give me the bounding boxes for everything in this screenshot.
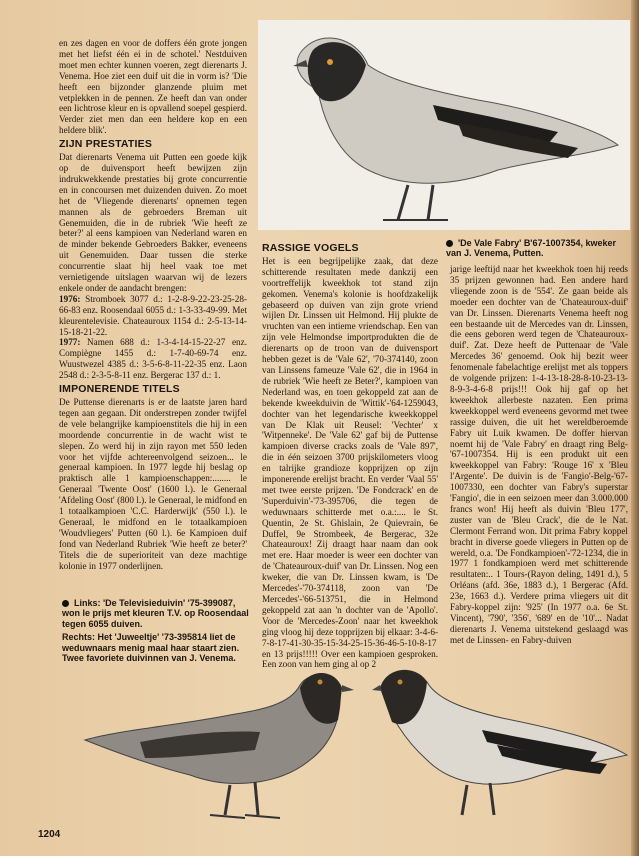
caption-links: Links: 'De Televisieduivin' '75-399087, won le prijs met kleuren T.V. op Roosendaal tegen 6055 duiven. xyxy=(62,598,249,629)
right-column xyxy=(450,264,628,646)
pigeon-photo-bottom-right xyxy=(372,650,630,830)
pigeon-illustration xyxy=(372,650,630,830)
year-label: 1977: xyxy=(59,337,81,348)
pigeon-photo-bottom-left xyxy=(80,650,355,830)
heading-rassige-vogels: RASSIGE VOGELS xyxy=(262,242,359,254)
prestaties-paragraph: Dat dierenarts Venema uit Putten een goede kijk op de duivensport heeft bewijzen zijn indrukwekkende prestaties bij grote concurrentie en in concoursen met duizenden duiven. Zo moet het de 'Vliegende dierenarts' opnemen tegen mannen als de gebroeders Breman uit Genemuiden, die in de rubriek 'Wie heeft ze beter?' al eens kampioen van Nederland waren en de minder bekende Gebroeders Bakker, eveneens uit Genemuiden. Daar tussen die sterke concurrentie slaat hij heel vaak toe met vernietigende uitslagen waarvan wij de lezers enkele onder de aandacht brengen: xyxy=(59,152,247,293)
pigeon-photo-top xyxy=(258,20,630,230)
photo-caption-right xyxy=(446,238,626,259)
heading-zijn-prestaties: ZIJN PRESTATIES xyxy=(59,138,153,151)
middle-column xyxy=(262,240,438,670)
page-number: 1204 xyxy=(38,829,61,840)
pigeon-illustration xyxy=(80,650,355,830)
results-1977: 1977: Namen 688 d.: 1-3-4-14-15-22-27 enz. Compiègne 1455 d.: 1-7-40-69-74 enz. Wuustwezel 4385 d.: 3-5-6-8-11-22-35 enz. Laon 2548 d.: 2-3-5-8-11 enz. Bergerac 137 d.: 1. xyxy=(59,337,247,381)
right-column-paragraph: jarige leeftijd naar het kweekhok toen hij reeds 35 prijzen gewonnen had. Een andere hard vliegende zoon is de '554'. Ze gaan beide als moeder een dochter van de 'Chateauroux-duif' van Dr. Linssen. Dierenarts Venema heeft nog een bestaande uit de Mercedes van dr. Linssen, die eens geboren werd tegen de 'Chateauroux-duif'. Zat. Deze heeft de Puttenaar de 'Vale Mercedes 36' genoemd. Ook hij bezit weer fenomenale fabelachtige erelijst met als toppers de volgende prijzen: 1-4-13-18-28-8-10-23-13-8-9-3-4-6-8 prijs!!! Ook hij gaf op het kweekhok allerbeste nazaten. Een prima kweekkoppel werd eveneens gevormd met twee rassige duiven, die uit het wereldberoemde Fabry uit Luik kwamen. De doffer hiervan noemt hij de 'Vale Fabry' en draagt ring Belg-'67-1007354. Hij is een produkt uit een kweekkoppel van Fabry: 'Rouge 16' x 'Bleu l'Argente'. De duivin is de 'Fangio'-Belg-'67-1007330, een dochter van Fabry's superstar 'Fangio', die in een seizoen meer dan 3.000.000 francs won! Hij heeft als duivin 'Bleu 177', zuster van de 'Bleu Crack', die de le Nat. Clermont Ferrand won. Dit prima Fabry koppel bracht in diverse goede vliegers in Putten op de wereld, o.a. 'De Fondkampioen'-'72-1234, die in 1977 1 fondkampioen werd met schitterende resultaten:.. 1 Tours-(Rayon deling, 1491 d.), 5 Orléans (afd. 36e, 1883 d.), 1 Bergerac (Afd. 23e, 1663 d.). Verdere prima vliegers uit dit Fabry-koppel zijn: '925' (In 1977 o.a. 6e St. Vincent), '790', '356', '689' en de '10'... Nadat dierenarts J. Venema uitstekend geslaagd was met de Linssen- en Fabry-duiven xyxy=(450,264,628,645)
pigeon-illustration xyxy=(258,20,630,230)
results-1976: 1976: Stromboek 3077 d.: 1-2-8-9-22-23-25-28-66-83 enz. Roosendaal 6055 d.: 1-3-33-49-99. Met kleurentelevisie. Chateauroux 1154 d.: 2-5-13-14-15-18-21-22. xyxy=(59,293,247,337)
bullet-icon xyxy=(446,240,453,247)
caption-vale-fabry: 'De Vale Fabry' B'67-1007354, kweker van J. Venema, Putten. xyxy=(446,238,617,259)
bullet-icon xyxy=(62,600,69,607)
heading-imponerende-titels: IMPONERENDE TITELS xyxy=(59,383,180,396)
rassige-vogels-paragraph: Het is een begrijpelijke zaak, dat deze schitterende resultaten mede dankzij een voortreffelijk kweekhok tot stand zijn gekomen. Venema's kolonie is hoofdzakelijk gebaseerd op duiven van zijn grote vriend wijlen Dr. Linssen uit Helmond. Hij plukte de vruchten van een intieme vriendschap. Een van zijn vele Helmondse importprodukten die de dierenarts op de troon van de duivensport hebben gezet is de 'Vale 62', '70-374140, zoon van Linssens fameuze 'Vale 62', die in 1964 in de rubriek 'Wie heeft ze Beter?', kampioen van Nederland was, en toen gekoppeld zat aan de bekende kweekduivin de 'Wittik'-'64-1259043, dochter van het legendarische kweekkoppel van De Klak uit Reusel: 'Vechter' x 'Witpenneke'. De 'Vale 62' gaf bij de Puttense kampioen diverse cracks zoals de 'Vale 897', die in één seizoen 3700 prijskilometers vloog en talrijke grandioze kopprijzen op zijn imponerende erelijst bracht. En verder 'Vaal 55' met twee eerste prijzen. 'De Fondcrack' en de 'Superduivin'-'73-395706, die tegen de weduwnaars schitterde met o.a.:.... le St. Quentin, 2e St. Ghislain, 2e Quievrain, 6e Duffel, 9e Strombeek, 4e Bergerac, 32e Chateauroux! Zij draagt haar naam dan ook met ere. Haar moeder is weer een dochter van de 'Chateauroux-duif' van Dr. Linssen. Nog een kweker, die van Dr. Linssen kwam, is 'De Mercedes'-'70-374118, zoon van 'De Mercedes'-'66-513751, die in Helmond gekoppeld zat aan 'n dochter van de 'Apollo'. Voor de 'Mercedes-Zoon' naar het kweekhok ging vloog hij deze topprijzen bij elkaar: 3-4-6-7-8-17-41-30-35-15-34-25-15-36-46-5-10-8-17 en 13 prijs!!!!! Over een kampioen gesproken. Een zoon van hem ging al op 2 xyxy=(262,255,438,670)
page-edge-shadow xyxy=(631,0,639,856)
titels-paragraph: De Puttense dierenarts is er de laatste jaren hard tegen aan gegaan. Dit onderstrepen zonder twijfel de vele belangrijke kampioenstitels die hij in een moordende concurrentie in de wacht wist te slepen. Zo werd hij in zijn rayon met 550 leden voor het vijfde achtereenvolgend seizoen... le generaal kampioen. In 1977 legde hij beslag op praktisch alle 1 kampioenschappen:........ le Generaal 'Twente Oost' (1600 l.). le Generaal 'Afdeling Oost' (800 l.). le Generaal, le midfond en 1 totaalkampioen 'C.C. Harderwijk' (550 l.). le Generaal, le midfond en le totaalkampioen 'Woudvliegers' Putten (60 l.). 6e Kampioen duif fond van Nederland Rubriek 'Wie heeft ze beter?' Titels die de superioriteit van deze machtige kolonie in 1977 onderlijnen. xyxy=(59,397,247,571)
year-label: 1976: xyxy=(59,293,81,304)
intro-paragraph: en zes dagen en voor de doffers één grote jongen met het liefst één ei in de schotel.' Nestduiven moet men echter kunnen voeren, zegt dierenarts J. Venema. Hoe ziet een duif uit die in vorm is? 'Die heeft een bijzonder glanzende pluim met vetplekken in de pennen. Ze heeft dan van onder een lichtrose kleur en is opvallend soepel gespierd. Verder ziet men dan een heldere kop en een heldere blik'. xyxy=(59,38,247,136)
caption-rechts: Rechts: Het 'Juweeltje' '73-395814 liet de weduwnaars menig maal haar staart zien. Twee favoriete duivinnen van J. Venema. xyxy=(62,632,240,664)
left-column xyxy=(59,38,247,572)
